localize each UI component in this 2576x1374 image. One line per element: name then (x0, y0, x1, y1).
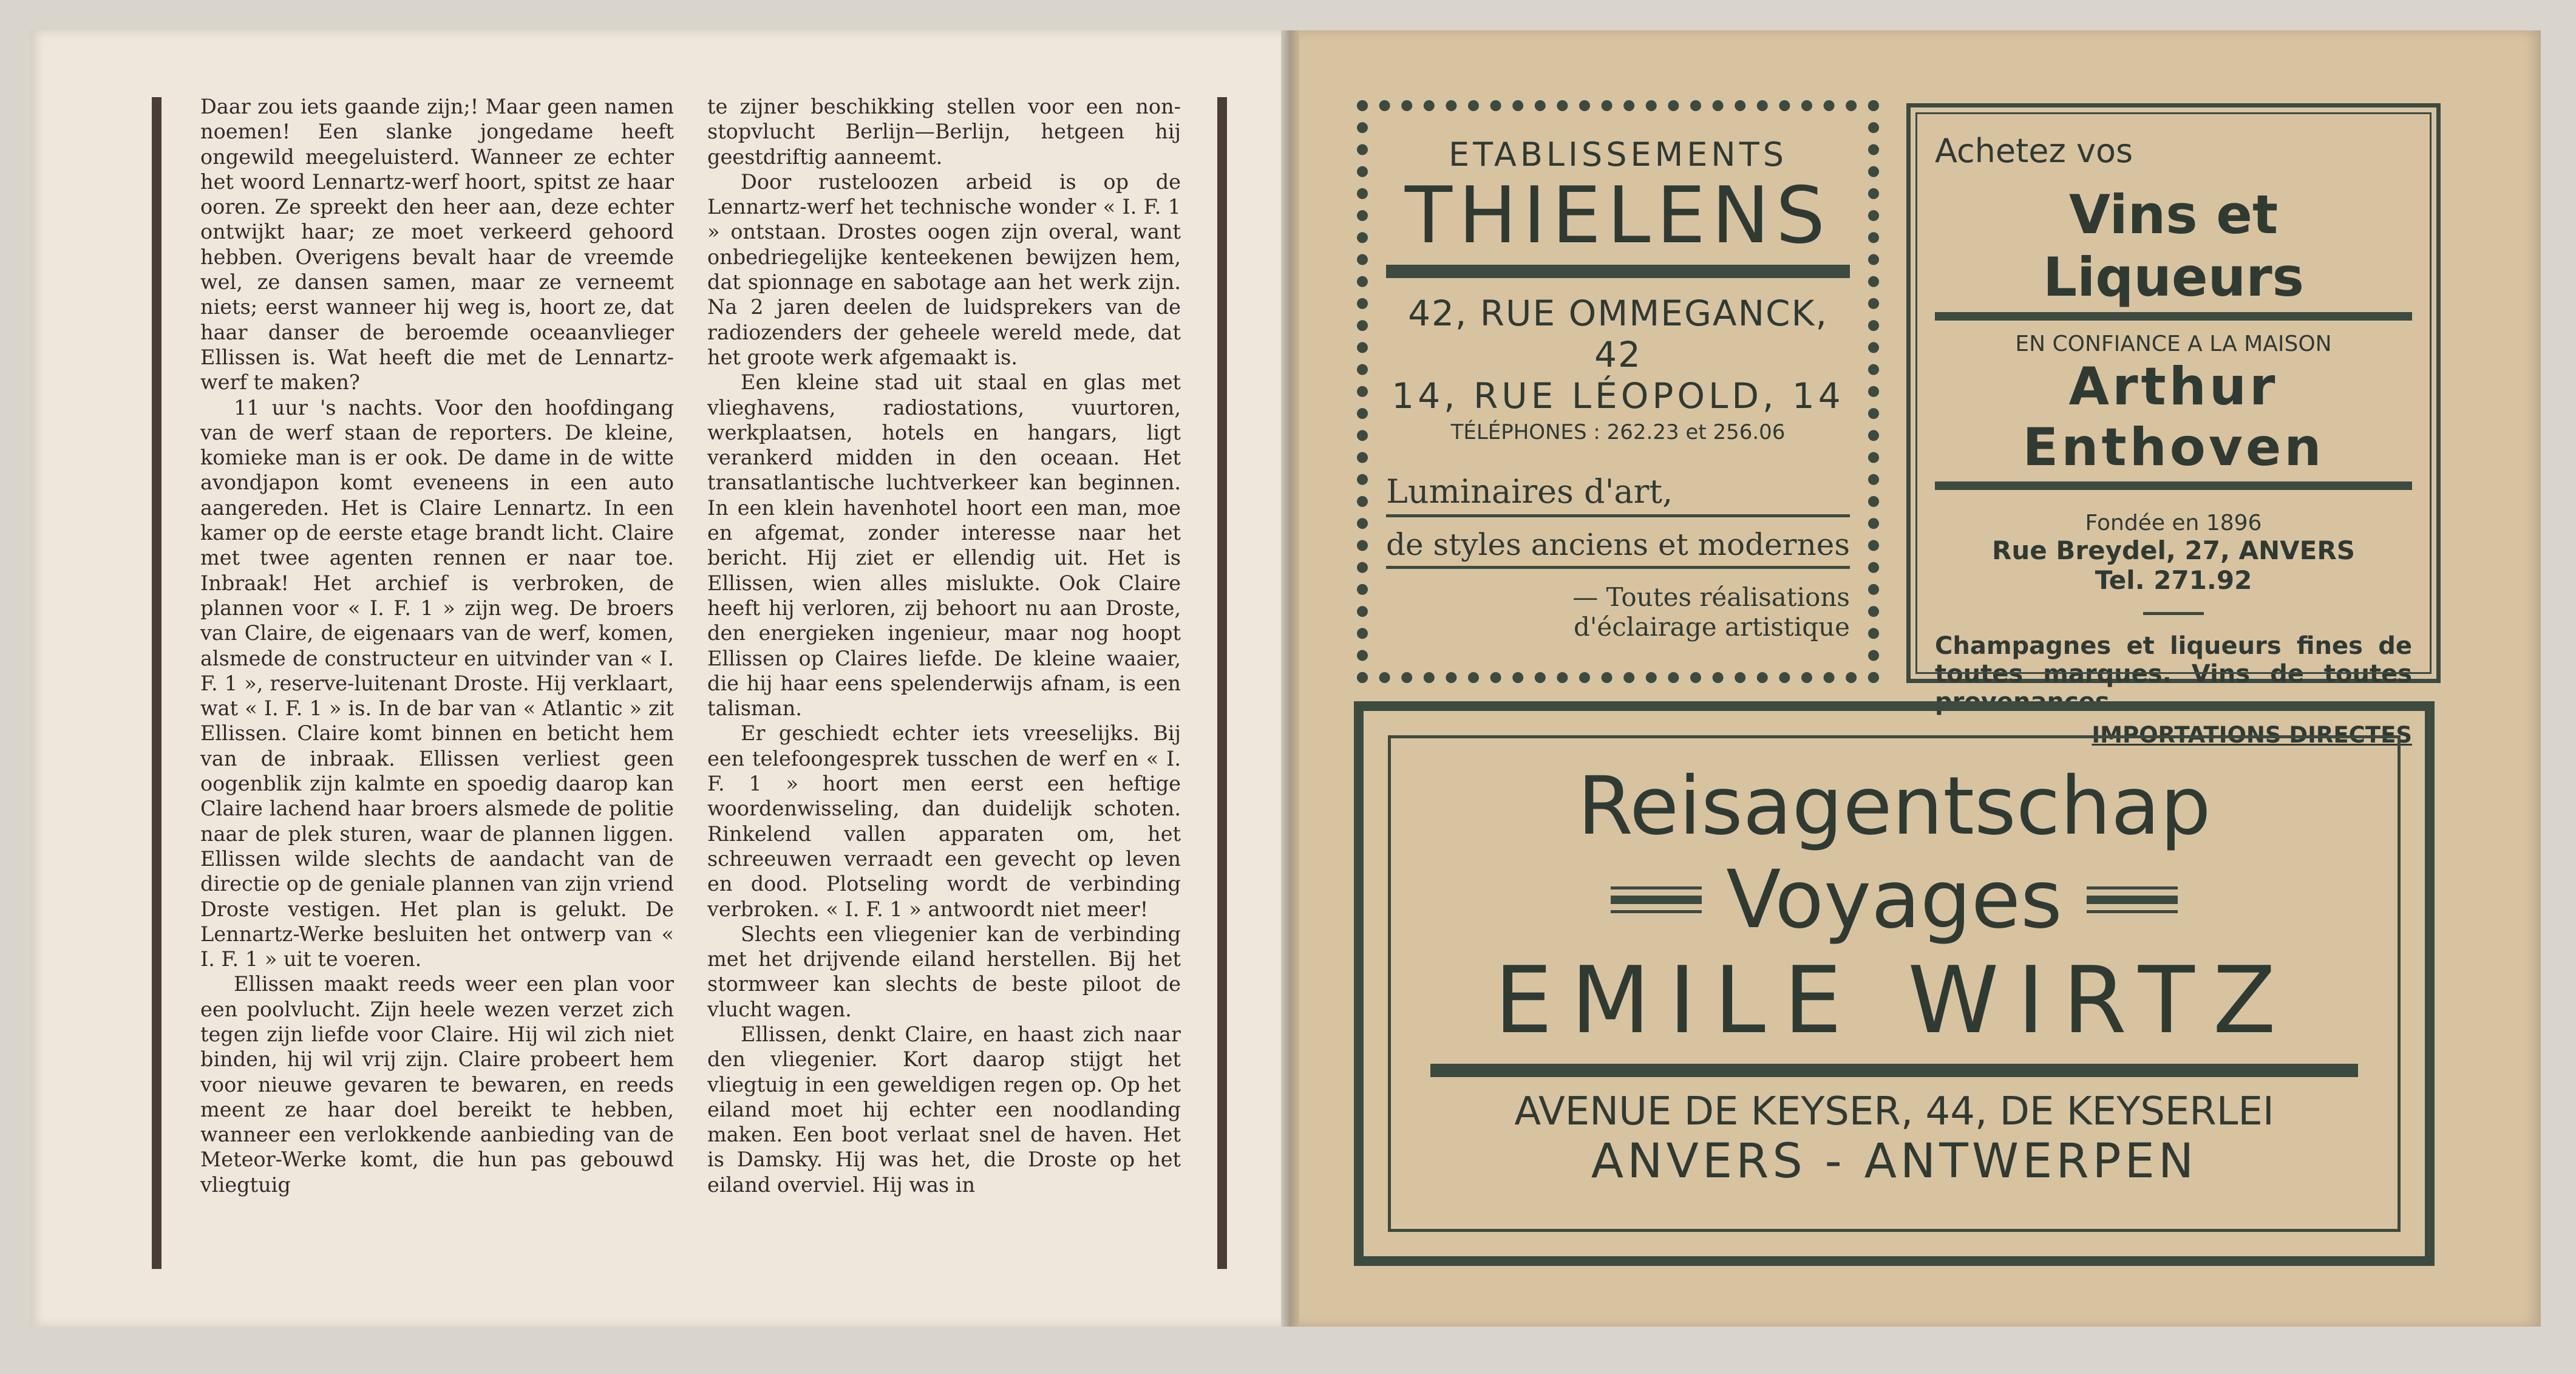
ad-description: Champagnes et liqueurs fines de toutes marques. Vins de toutes provenances. (1935, 632, 2412, 716)
ad-thielens (1357, 100, 1879, 683)
paragraph: te zijner beschikking stellen voor een non-stopvlucht Berlijn—Berlijn, hetgeen hij geestdriftig aanneemt. (707, 95, 1181, 169)
divider (1386, 514, 1850, 517)
divider (1935, 312, 2412, 321)
divider (1430, 1064, 2358, 1077)
ad-enthoven (1906, 103, 2441, 748)
ad-phone: Tel. 271.92 (2095, 565, 2252, 595)
book-spine (1281, 30, 1299, 1327)
ad-address: 14, RUE LÉOPOLD, 14 (1392, 375, 1844, 417)
ad-brand-name: THIELENS (1404, 171, 1832, 261)
ad-tagline: de styles anciens et modernes (1386, 527, 1850, 562)
right-margin-rule (1217, 97, 1227, 1269)
divider (1386, 265, 1850, 278)
ad-brand-name: Arthur Enthoven (2022, 356, 2325, 478)
ad-tagline: d'éclairage artistique (1573, 612, 1850, 642)
ad-wirtz (1354, 701, 2435, 1266)
left-margin-rule (152, 97, 161, 1269)
ad-brand-name: EMILE WIRTZ (1494, 947, 2294, 1054)
ad-subheading: EN CONFIANCE A LA MAISON (2015, 332, 2332, 356)
ad-address: AVENUE DE KEYSER, 44, DE KEYSERLEI (1514, 1089, 2274, 1134)
ad-founded: Fondée en 1896 (2085, 511, 2262, 536)
paragraph: Een kleine stad uit staal en glas met vlieghavens, radiostations, vuurtoren, werkplaatsen, hotels en hangars, ligt verankerd midden in den oceaan. Het transatlantische luchtverkeer kan beginnen. In een klein havenhotel hoort een man, moe en afgemat, zonder interesse naar het bericht. Hij ziet er ellendig uit. Het is Ellissen, wien alles mislukte. Ook Claire heeft hij verloren, zij behoort nu aan Droste, den energieken ingenieur, maar nog hoopt Ellissen op Claires liefde. De kleine waaier, die hij haar eens spelenderwijs afnam, is een talisman. (707, 370, 1181, 721)
paragraph: Ellissen, denkt Claire, en haast zich naar den vliegenier. Kort daarop stijgt het vliegtuig in een geweldigen regen op. Op het eiland moet hij echter een noodlanding maken. Een boot verlaat snel de haven. Het is Damsky. Hij was het, die Droste op het eiland overviel. Hij was in (707, 1022, 1181, 1197)
text-column-2 (707, 94, 1181, 1278)
ad-phones: TÉLÉPHONES : 262.23 et 256.06 (1450, 420, 1786, 444)
ad-city: ANVERS - ANTWERPEN (1591, 1134, 2198, 1189)
paragraph: 11 uur 's nachts. Voor den hoofdingang van de werf staan de reporters. De kleine, komieke man is er ook. De dame in de witte avondjapon komt eveneens in een auto aangereden. Het is Claire Lennartz. In een kamer op de eerste etage brandt licht. Claire met twee agenten rennen er naar toe. Inbraak! Het archief is verbroken, de plannen voor « I. F. 1 » zijn weg. De broers van Claire, de eigenaars van de werf, komen, alsmede de constructeur en uitvinder van « I. F. 1 », reserve-luitenant Droste. Hij verklaart, wat « I. F. 1 » is. In de bar van « Atlantic » zit Ellissen. Claire komt binnen en beticht hem van de inbraak. Ellissen verliest geen oogenblik zijn kalmte en spoedig daarop kan Claire lachend haar broers alsmede de politie naar de plek sturen, waar de plannen liggen. Ellissen wilde slechts de aandacht van de directie op de geniale plannen van zijn vriend Droste vestigen. Het plan is gelukt. De Lennartz-Werke besluiten het ontwerp van « I. F. 1 » uit te voeren. (200, 395, 674, 971)
paragraph: Er geschiedt echter iets vreeselijks. Bij een telefoongesprek tusschen de werf en « I. F. 1 » hoort men eerst een heftige woordenwisseling, dan duidelijk schoten. Rinkelend vallen apparaten om, het schreeuwen verraadt een gevecht op leven en dood. Plotseling wordt de verbinding verbroken. « I. F. 1 » antwoordt niet meer! (707, 721, 1181, 921)
paragraph: Ellissen maakt reeds weer een plan voor een poolvlucht. Zijn heele wezen verzet zich tegen zijn liefde voor Claire. Hij wil zich niet binden, hij wil vrij zijn. Claire probeert hem voor nieuwe gevaren te bewaren, en reeds meent ze haar doel bereikt te hebben, wanneer een verlokkende aanbieding van de Meteor-Werke komt, die hun pas gebouwd vliegtuig (200, 972, 674, 1197)
divider (1386, 566, 1850, 569)
ad-heading: Achetez vos (1935, 132, 2133, 170)
ad-subheading: Voyages (1726, 853, 2062, 947)
decorative-bars (1611, 883, 1702, 917)
ad-tagline: — Toutes réalisations (1572, 582, 1850, 612)
decorative-bars (2087, 883, 2178, 917)
ad-address: 42, RUE OMMEGANCK, 42 (1408, 293, 1828, 375)
ad-imports: IMPORTATIONS DIRECTES (2092, 722, 2412, 748)
ad-tagline: Luminaires d'art, (1386, 472, 1673, 511)
text-column-1 (200, 94, 674, 1278)
ad-address: Rue Breydel, 27, ANVERS (1992, 536, 2355, 565)
ad-title: Vins et Liqueurs (2043, 183, 2304, 308)
paragraph: Door rusteloozen arbeid is op de Lennartz-werf het technische wonder « I. F. 1 » ontstaan. Drostes oogen zijn overal, want onbedriegelijke kenteekenen bewijzen hem, dat spionnage en sabotage aan het werk zijn. Na 2 jaren deelen de luidsprekers van de radiozenders der geheele wereld mede, dat het groote werk afgemaakt is. (707, 169, 1181, 369)
paragraph: Daar zou iets gaande zijn;! Maar geen namen noemen! Een slanke jongedame heeft ongewild meegeluisterd. Wanneer ze echter het woord Lennartz-werf hoort, spitst ze haar ooren. Ze spreekt den heer aan, deze echter ontwijkt haar; ze moet verkeerd gehoord hebben. Overigens bevalt haar de vreemde wel, ze dansen samen, maar ze verneemt niets; eerst wanneer hij weg is, hoort ze, dat haar danser de beroemde oceaanvlieger Ellissen is. Wat heeft die met de Lennartz-werf te maken? (200, 95, 674, 395)
ad-heading: Reisagentschap (1577, 760, 2211, 853)
divider (2143, 612, 2204, 615)
paragraph: Slechts een vliegenier kan de verbinding met het drijvende eiland herstellen. Bij het stormweer kan slechts de beste piloot de vlucht wagen. (707, 922, 1181, 1021)
ad-heading: ETABLISSEMENTS (1449, 135, 1787, 174)
divider (1935, 481, 2412, 490)
